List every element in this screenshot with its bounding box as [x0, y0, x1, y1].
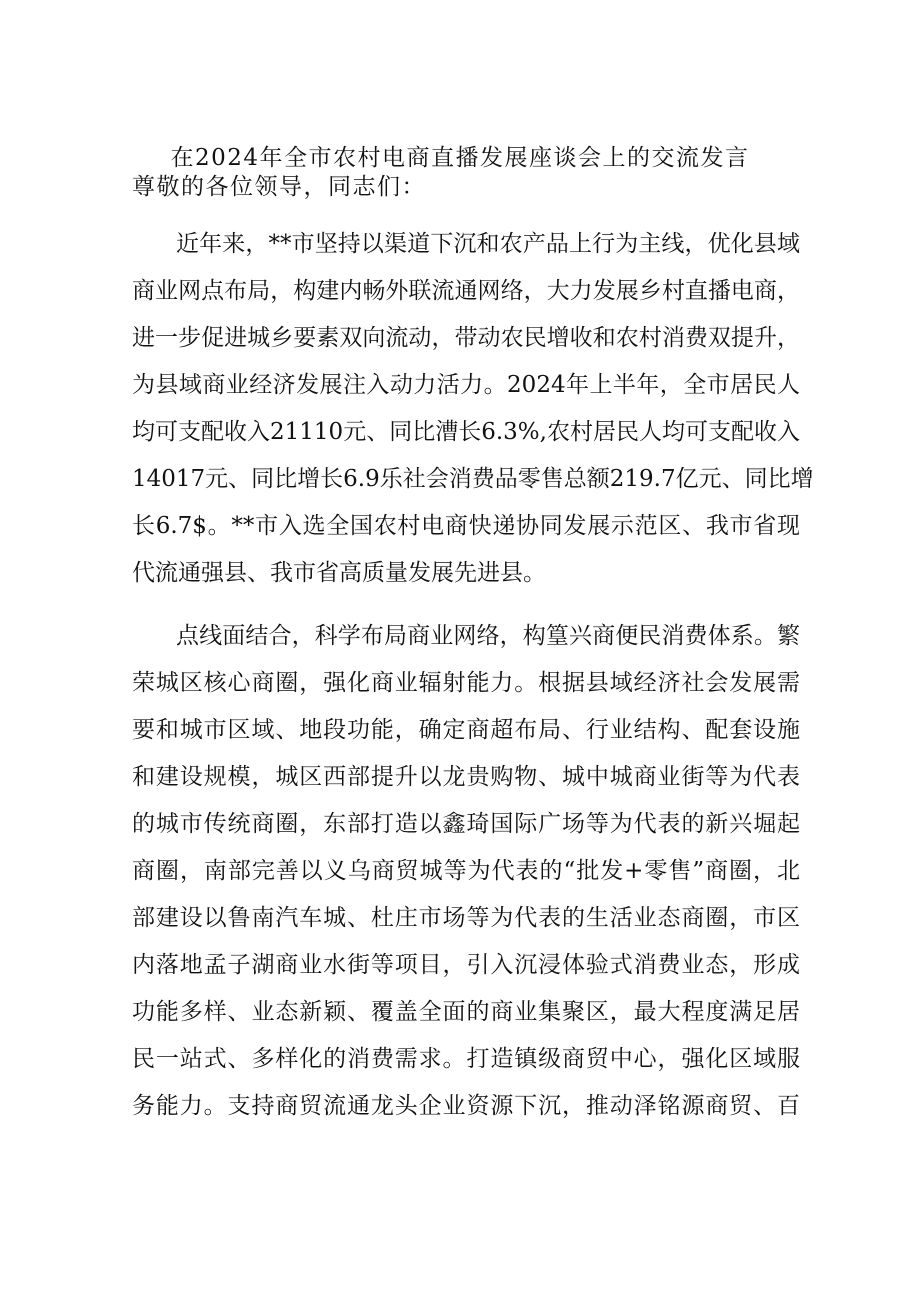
- paragraph-line: 均可支配收入21110元、同比漕长6.3%,农村居民人均可支配收入: [132, 419, 800, 445]
- salutation: 尊敬的各位领导，同志们：: [132, 174, 426, 200]
- paragraph-line: 要和城市区域、地段功能，确定商超布局、行业结构、配套设施: [132, 717, 800, 743]
- paragraph-line: 内落地孟子湖商业水街等项目，引入沉浸体验式消费业态，形成: [132, 952, 800, 978]
- document-title: 在2024年全市农村电商直播发展座谈会上的交流发言: [170, 145, 750, 171]
- paragraph-line: 进一步促进城乡要素双向流动，带动农民增收和农村消费双提升，: [132, 325, 800, 351]
- paragraph-2: [132, 618, 800, 1124]
- paragraph-line: 商圈，南部完善以义乌商贸城等为代表的“批发+零售”商圈，北: [132, 858, 800, 884]
- paragraph-line: 功能多样、业态新颖、覆盖全面的商业集聚区，最大程度满足居: [132, 999, 800, 1025]
- paragraph-1: [132, 226, 814, 591]
- paragraph-line: 14017元、同比增长6.9乐社会消费品零售总额219.7亿元、同比增: [132, 466, 814, 492]
- paragraph-line: 荣城区核心商圈，强化商业辐射能力。根据县域经济社会发展需: [132, 670, 800, 696]
- paragraph-line: 的城市传统商圈，东部打造以鑫琦国际广场等为代表的新兴堀起: [132, 811, 800, 837]
- paragraph-line: 为县域商业经济发展注入动力活力。2024年上半年，全市居民人: [132, 372, 800, 398]
- paragraph-line: 和建设规模，城区西部提升以龙贵购物、城中城商业街等为代表: [132, 764, 800, 790]
- paragraph-line: 代流通强县、我市省高质量发展先进县。: [132, 560, 546, 586]
- paragraph-line: 民一站式、多样化的消费需求。打造镇级商贸中心，强化区域服: [132, 1046, 800, 1072]
- paragraph-line: 商业网点布局，构建内畅外联流通网络，大力发展乡村直播电商，: [132, 278, 800, 304]
- paragraph-line: 务能力。支持商贸流通龙头企业资源下沉，推动泽铭源商贸、百: [132, 1093, 800, 1119]
- paragraph-line: 长6.7$。**市入选全国农村电商快递协同发展示范区、我市省现: [132, 513, 800, 539]
- paragraph-line: 部建设以鲁南汽车城、杜庄市场等为代表的生活业态商圈，市区: [132, 905, 800, 931]
- paragraph-line: 近年来，**市坚持以渠道下沉和农产品上行为主线，优化县域: [176, 231, 800, 257]
- paragraph-line: 点线面结合，科学布局商业网络，构篁兴商便民消费体系。繁: [176, 623, 800, 649]
